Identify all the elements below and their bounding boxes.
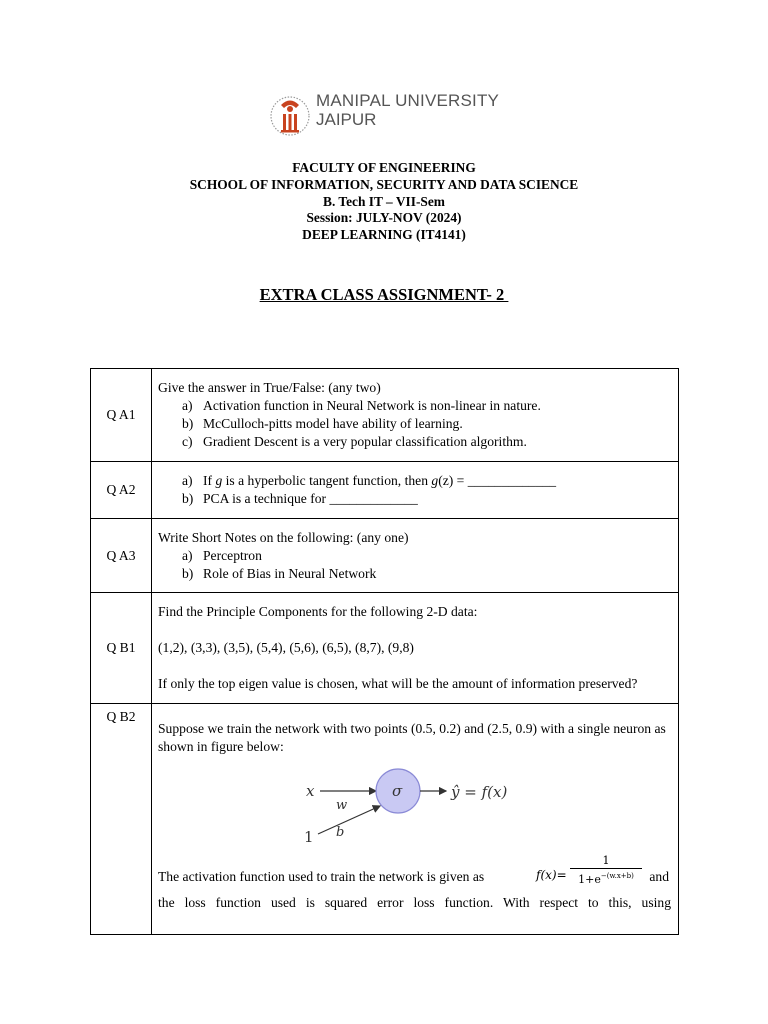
session-line: Session: JULY-NOV (2024): [306, 210, 462, 226]
logo-wordmark: [316, 92, 499, 128]
question-prompt: Give the answer in True/False: (any two): [158, 380, 381, 395]
question-label: Q A2: [91, 462, 152, 519]
item-text: Gradient Descent is a very popular classification algorithm.: [203, 434, 527, 449]
activation-text: The activation function used to train the network is given as: [158, 869, 485, 884]
input-x-label: x: [306, 782, 315, 800]
item-text: Perceptron: [203, 547, 262, 563]
neuron-label: σ: [392, 782, 403, 800]
formula-lhs: f(x)=: [536, 868, 567, 882]
item-text-pre: If: [203, 473, 216, 488]
question-row-qa1: [91, 369, 679, 462]
item-marker: b): [182, 416, 194, 431]
item-text: PCA is a technique for _____________: [203, 491, 418, 506]
list-item: [158, 547, 671, 565]
list-item: [158, 565, 671, 583]
question-body: [152, 704, 679, 935]
university-logo: [268, 88, 508, 144]
item-text: Activation function in Neural Network is non-linear in nature.: [203, 398, 541, 413]
bias-label: b: [336, 825, 345, 840]
question-body: [152, 593, 679, 704]
bias-input-label: 1: [304, 828, 314, 846]
question-prompt: Write Short Notes on the following: (any one): [158, 529, 409, 545]
question-text: If only the top eigen value is chosen, what will be the amount of information preserved?: [158, 676, 638, 691]
weight-label: w: [336, 798, 348, 813]
formula-exponent: −(w.x+b): [600, 872, 634, 880]
activation-line: [158, 854, 671, 888]
item-marker: a): [182, 398, 193, 413]
question-body: [152, 519, 679, 593]
program-line: B. Tech IT – VII-Sem: [323, 193, 445, 209]
item-text-post: (z) = _____________: [438, 473, 557, 488]
answer-options: [158, 397, 671, 451]
topic-options: [158, 547, 671, 583]
questions-table: [90, 368, 679, 935]
neuron-figure: [296, 766, 536, 846]
school-line: SCHOOL OF INFORMATION, SECURITY AND DATA SCIENCE: [189, 176, 579, 192]
list-item: [158, 397, 671, 415]
list-item: [158, 472, 671, 490]
crest-icon: [268, 88, 312, 144]
item-marker: a): [182, 473, 193, 488]
question-label: Q B1: [91, 593, 152, 704]
question-body: [152, 369, 679, 462]
item-text: McCulloch-pitts model have ability of learning.: [203, 416, 463, 431]
question-row-qa2: [91, 462, 679, 519]
item-text: [182, 472, 556, 490]
faculty-line: FACULTY OF ENGINEERING: [292, 160, 476, 175]
and-word: and: [649, 869, 669, 884]
question-prompt: Find the Principle Components for the following 2-D data:: [158, 604, 478, 619]
item-marker: b): [182, 565, 194, 581]
logo-wordmark-line1: MANIPAL UNIVERSITY: [316, 91, 500, 110]
assignment-title: [0, 285, 768, 305]
output-label: ŷ = f(x): [451, 783, 508, 801]
data-points: (1,2), (3,3), (3,5), (5,4), (5,6), (6,5), (8,7), (9,8): [158, 640, 414, 655]
formula-fraction: [570, 854, 642, 887]
question-row-qa3: [91, 519, 679, 593]
assignment-title-text: EXTRA CLASS ASSIGNMENT- 2: [259, 285, 509, 304]
course-header: [0, 160, 768, 244]
list-item: [158, 433, 671, 451]
question-intro: Suppose we train the network with two points (0.5, 0.2) and (2.5, 0.9) with a single neuron as shown in figure below:: [158, 721, 666, 754]
course-line: DEEP LEARNING (IT4141): [302, 227, 466, 243]
variable-g: g: [215, 473, 223, 488]
item-marker: a): [182, 547, 193, 563]
question-label: Q B2: [91, 704, 152, 935]
formula-numerator: 1: [570, 854, 642, 869]
variable-g: g: [431, 473, 439, 488]
question-row-qb1: [91, 593, 679, 704]
question-body: [152, 462, 679, 519]
bias-arrow: [318, 806, 380, 834]
question-label: Q A1: [91, 369, 152, 462]
item-marker: c): [182, 434, 193, 449]
item-marker: b): [182, 491, 194, 506]
loss-text: the loss function used is squared error loss function. With respect to this, using: [158, 895, 671, 910]
item-text: Role of Bias in Neural Network: [203, 565, 377, 581]
list-item: [158, 490, 671, 508]
item-text-mid: is a hyperbolic tangent function, then: [222, 473, 432, 488]
question-label: Q A3: [91, 519, 152, 593]
formula-base: 1+e: [578, 873, 601, 886]
logo-wordmark-line2: JAIPUR: [316, 110, 377, 129]
list-item: [158, 415, 671, 433]
formula-denominator: [570, 869, 642, 887]
fill-in-items: [158, 472, 671, 508]
question-row-qb2: [91, 704, 679, 935]
